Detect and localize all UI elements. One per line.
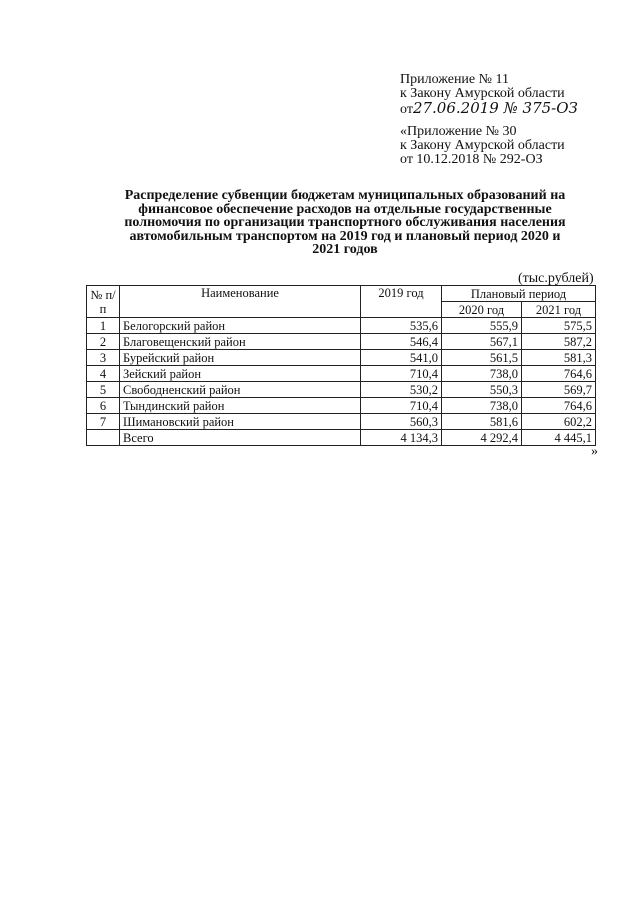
row-name: Бурейский район [120, 350, 361, 366]
header-name: Наименование [120, 286, 361, 318]
table-total-row [87, 430, 596, 446]
row-2019: 541,0 [361, 350, 442, 366]
document-title [80, 189, 610, 257]
table-row [87, 318, 596, 334]
total-num [87, 430, 120, 446]
previous-appendix-law-reference: к Закону Амурской области [400, 138, 565, 153]
row-num: 2 [87, 334, 120, 350]
row-2019: 530,2 [361, 382, 442, 398]
table-row [87, 414, 596, 430]
table-row [87, 366, 596, 382]
previous-appendix-header [400, 125, 565, 167]
subvention-table [86, 285, 596, 446]
row-2021: 587,2 [522, 334, 596, 350]
appendix-number: Приложение № 11 [400, 72, 509, 87]
table-row [87, 334, 596, 350]
title-line-5: 2021 годов [312, 242, 378, 257]
row-2021: 764,6 [522, 398, 596, 414]
row-2019: 710,4 [361, 366, 442, 382]
table-row [87, 398, 596, 414]
row-num: 3 [87, 350, 120, 366]
appendix-handwritten-date: 27.06.2019 № 375-ОЗ [412, 99, 578, 117]
appendix-date-line [400, 101, 578, 117]
row-2019: 546,4 [361, 334, 442, 350]
header-2020: 2020 год [442, 302, 522, 318]
row-name: Тындинский район [120, 398, 361, 414]
appendix-law-reference: к Закону Амурской области [400, 86, 565, 101]
title-line-1: Распределение субвенции бюджетам муниципальных образований на [124, 188, 566, 203]
row-2020: 581,6 [442, 414, 522, 430]
units-label: (тыс.рублей) [518, 271, 594, 286]
title-line-2: финансовое обеспечение расходов на отдельные государственные [138, 201, 552, 217]
header-2019: 2019 год [361, 286, 442, 318]
closing-quote: » [591, 444, 598, 459]
row-num: 6 [87, 398, 120, 414]
row-num: 1 [87, 318, 120, 334]
row-2020: 561,5 [442, 350, 522, 366]
previous-appendix-number: «Приложение № 30 [400, 124, 517, 139]
table-row [87, 350, 596, 366]
row-2020: 567,1 [442, 334, 522, 350]
row-num: 7 [87, 414, 120, 430]
row-2019: 535,6 [361, 318, 442, 334]
row-2021: 581,3 [522, 350, 596, 366]
table-header-row [87, 286, 596, 302]
total-2019: 4 134,3 [361, 430, 442, 446]
row-name: Белогорский район [120, 318, 361, 334]
header-num: № п/п [87, 286, 120, 318]
appendix-header [400, 73, 578, 117]
appendix-date-prefix: от [400, 102, 413, 117]
total-2021: 4 445,1 [522, 430, 596, 446]
row-2021: 569,7 [522, 382, 596, 398]
row-name: Свободненский район [120, 382, 361, 398]
title-line-4: автомобильным транспортом на 2019 год и плановый период 2020 и [129, 228, 561, 244]
header-2021: 2021 год [522, 302, 596, 318]
total-label: Всего [120, 430, 361, 446]
row-2021: 575,5 [522, 318, 596, 334]
row-2021: 764,6 [522, 366, 596, 382]
row-2019: 560,3 [361, 414, 442, 430]
title-line-3: полномочия по организации транспортного обслуживания населения [124, 215, 566, 230]
row-2021: 602,2 [522, 414, 596, 430]
total-2020: 4 292,4 [442, 430, 522, 446]
table-row [87, 382, 596, 398]
row-2020: 550,3 [442, 382, 522, 398]
row-2020: 738,0 [442, 398, 522, 414]
row-num: 4 [87, 366, 120, 382]
row-2019: 710,4 [361, 398, 442, 414]
header-planned-period: Плановый период [442, 286, 596, 302]
row-name: Шимановский район [120, 414, 361, 430]
row-2020: 738,0 [442, 366, 522, 382]
previous-appendix-date: от 10.12.2018 № 292-ОЗ [400, 152, 543, 167]
row-name: Благовещенский район [120, 334, 361, 350]
row-name: Зейский район [120, 366, 361, 382]
row-num: 5 [87, 382, 120, 398]
row-2020: 555,9 [442, 318, 522, 334]
